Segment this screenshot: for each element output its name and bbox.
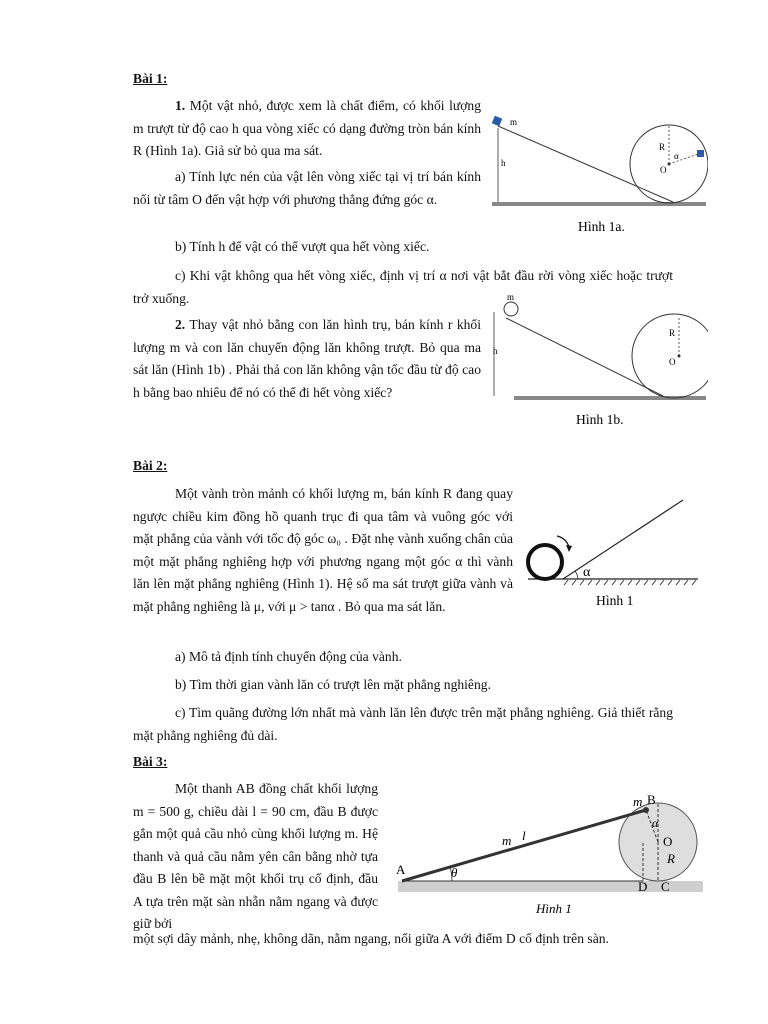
bai3-fig-label-ml-l: l xyxy=(522,828,526,843)
fig1b-loop xyxy=(632,314,708,398)
figure-bai2 xyxy=(520,490,710,610)
bai2-fig-angle-arc xyxy=(575,571,578,579)
bai2-fig-arrowhead-icon xyxy=(566,545,572,552)
fig1b-label-R: R xyxy=(669,328,676,338)
bai1-heading: Bài 1: xyxy=(133,71,168,86)
fig1a-center xyxy=(668,163,671,166)
fig1b-label-m: m xyxy=(507,292,515,302)
bai3-fig-label-B: B xyxy=(647,792,656,807)
fig1b-center xyxy=(678,355,681,358)
bai2-question-c: c) Tìm quãng đường lớn nhất mà vành lăn lên được trên mặt phẳng nghiêng. Giả thiết rằng mặt phẳng nghiêng đủ dài. xyxy=(133,705,673,743)
fig1a-caption: Hình 1a. xyxy=(578,219,625,234)
bai3-intro-end: một sợi dây mảnh, nhẹ, không dãn, nằm ngang, nối giữa A với điểm D cố định trên sàn. xyxy=(133,931,609,946)
bai2-heading: Bài 2: xyxy=(133,458,168,473)
fig1a-label-alpha: α xyxy=(674,151,679,161)
bai3-fig-label-theta: θ xyxy=(451,865,458,880)
bai1-part1-number: 1. xyxy=(175,98,186,113)
bai3-fig-label-O: O xyxy=(663,834,673,849)
bai3-fig-label-C: C xyxy=(661,879,670,894)
bai2-fig-caption: Hình 1 xyxy=(596,593,634,608)
fig1b-label-O: O xyxy=(669,357,676,367)
bai3-fig-label-R: R xyxy=(667,851,675,866)
bai3-fig-label-mB: m xyxy=(633,794,643,809)
bai2-fig-label-alpha: α xyxy=(583,565,591,580)
fig1b-roller xyxy=(504,302,518,316)
bai1-part2-body: Thay vật nhỏ bằng con lăn hình trụ, bán kính r khối lượng m và con lăn chuyển động lăn không trượt. Bỏ qua ma sát lăn (Hình 1b) . Phải thả con lăn không vận tốc đầu từ độ cao h bằng bao nhiêu để nó có thể đi hết vòng xiếc? xyxy=(133,317,481,400)
bai2-intro: Một vành tròn mảnh có khối lượng m, bán kính R đang quay ngược chiều kim đồng hồ quanh trục đi qua tâm và vuông góc với mặt phẳng của vành với tốc độ góc ω₀ . Đặt nhẹ vành xuống chân của một mặt phẳng nghiêng hợp với phương ngang một góc α thì vành lăn lên mặt phẳng nghiêng (Hình 1). Hệ số ma sát trượt giữa vành và mặt phẳng nghiêng là μ, với μ > tanα . Bỏ qua ma sát lăn. xyxy=(133,486,513,614)
bai1-question-b: b) Tính h để vật có thể vượt qua hết vòng xiếc. xyxy=(175,239,430,254)
fig1b-ramp xyxy=(506,318,663,396)
bai1-question-a: a) Tính lực nén của vật lên vòng xiếc tại vị trí bán kính nối từ tâm O đến vật hợp với phương thẳng đứng góc α. xyxy=(133,169,481,207)
fig1a-label-h: h xyxy=(501,158,506,168)
bai3-fig-label-ml-m: m xyxy=(502,833,512,848)
fig1a-block-on-loop xyxy=(697,150,704,157)
fig1a-label-R: R xyxy=(659,142,666,152)
bai3-heading: Bài 3: xyxy=(133,754,168,769)
bai1-part1-text xyxy=(133,95,481,163)
bai3-fig-floor xyxy=(398,881,703,892)
bai1-part2-number: 2. xyxy=(175,317,186,332)
bai1-part2-text xyxy=(133,314,481,404)
bai3-fig-label-D: D xyxy=(638,879,648,894)
bai3-intro: Một thanh AB đồng chất khối lượng m = 500 g, chiều dài l = 90 cm, đầu B được gắn một quả cầu nhỏ cùng khối lượng m. Hệ thanh và quả cầu nằm yên cân bằng nhờ tựa đầu B lên bề mặt một khối trụ cố định, đầu A tựa trên mặt sàn nhẵn nằm ngang và được giữ bởi xyxy=(133,781,378,931)
bai2-question-a: a) Mô tả định tính chuyển động của vành. xyxy=(175,649,402,664)
figure-bai3 xyxy=(388,788,708,923)
fig1a-ramp xyxy=(498,126,673,202)
bai3-fig-label-A: A xyxy=(396,862,406,877)
figure-1a xyxy=(488,108,708,248)
bai3-fig-rod xyxy=(402,810,646,881)
bai3-fig-caption: Hình 1 xyxy=(536,901,572,916)
figure-1b xyxy=(488,290,708,430)
fig1b-label-h: h xyxy=(493,346,498,356)
bai2-fig-hoop xyxy=(528,545,562,579)
fig1a-block-m xyxy=(492,116,502,126)
bai3-fig-label-alpha: α xyxy=(652,816,659,830)
fig1a-label-m: m xyxy=(510,117,518,127)
bai2-question-b: b) Tìm thời gian vành lăn có trượt lên mặt phẳng nghiêng. xyxy=(175,677,491,692)
bai1-question-c: c) Khi vật không qua hết vòng xiếc, định vị trí α nơi vật bắt đầu rời vòng xiếc hoặc trượt trở xuống. xyxy=(133,268,673,306)
bai1-part1-body: Một vật nhỏ, được xem là chất điểm, có khối lượng m trượt từ độ cao h qua vòng xiếc có dạng đường tròn bán kính R (Hình 1a). Giả sử bỏ qua ma sát. xyxy=(133,98,481,158)
bai2-fig-incline xyxy=(563,500,683,579)
fig1a-label-O: O xyxy=(660,165,667,175)
fig1b-caption: Hình 1b. xyxy=(576,412,624,427)
bai2-fig-hatching xyxy=(564,580,696,585)
